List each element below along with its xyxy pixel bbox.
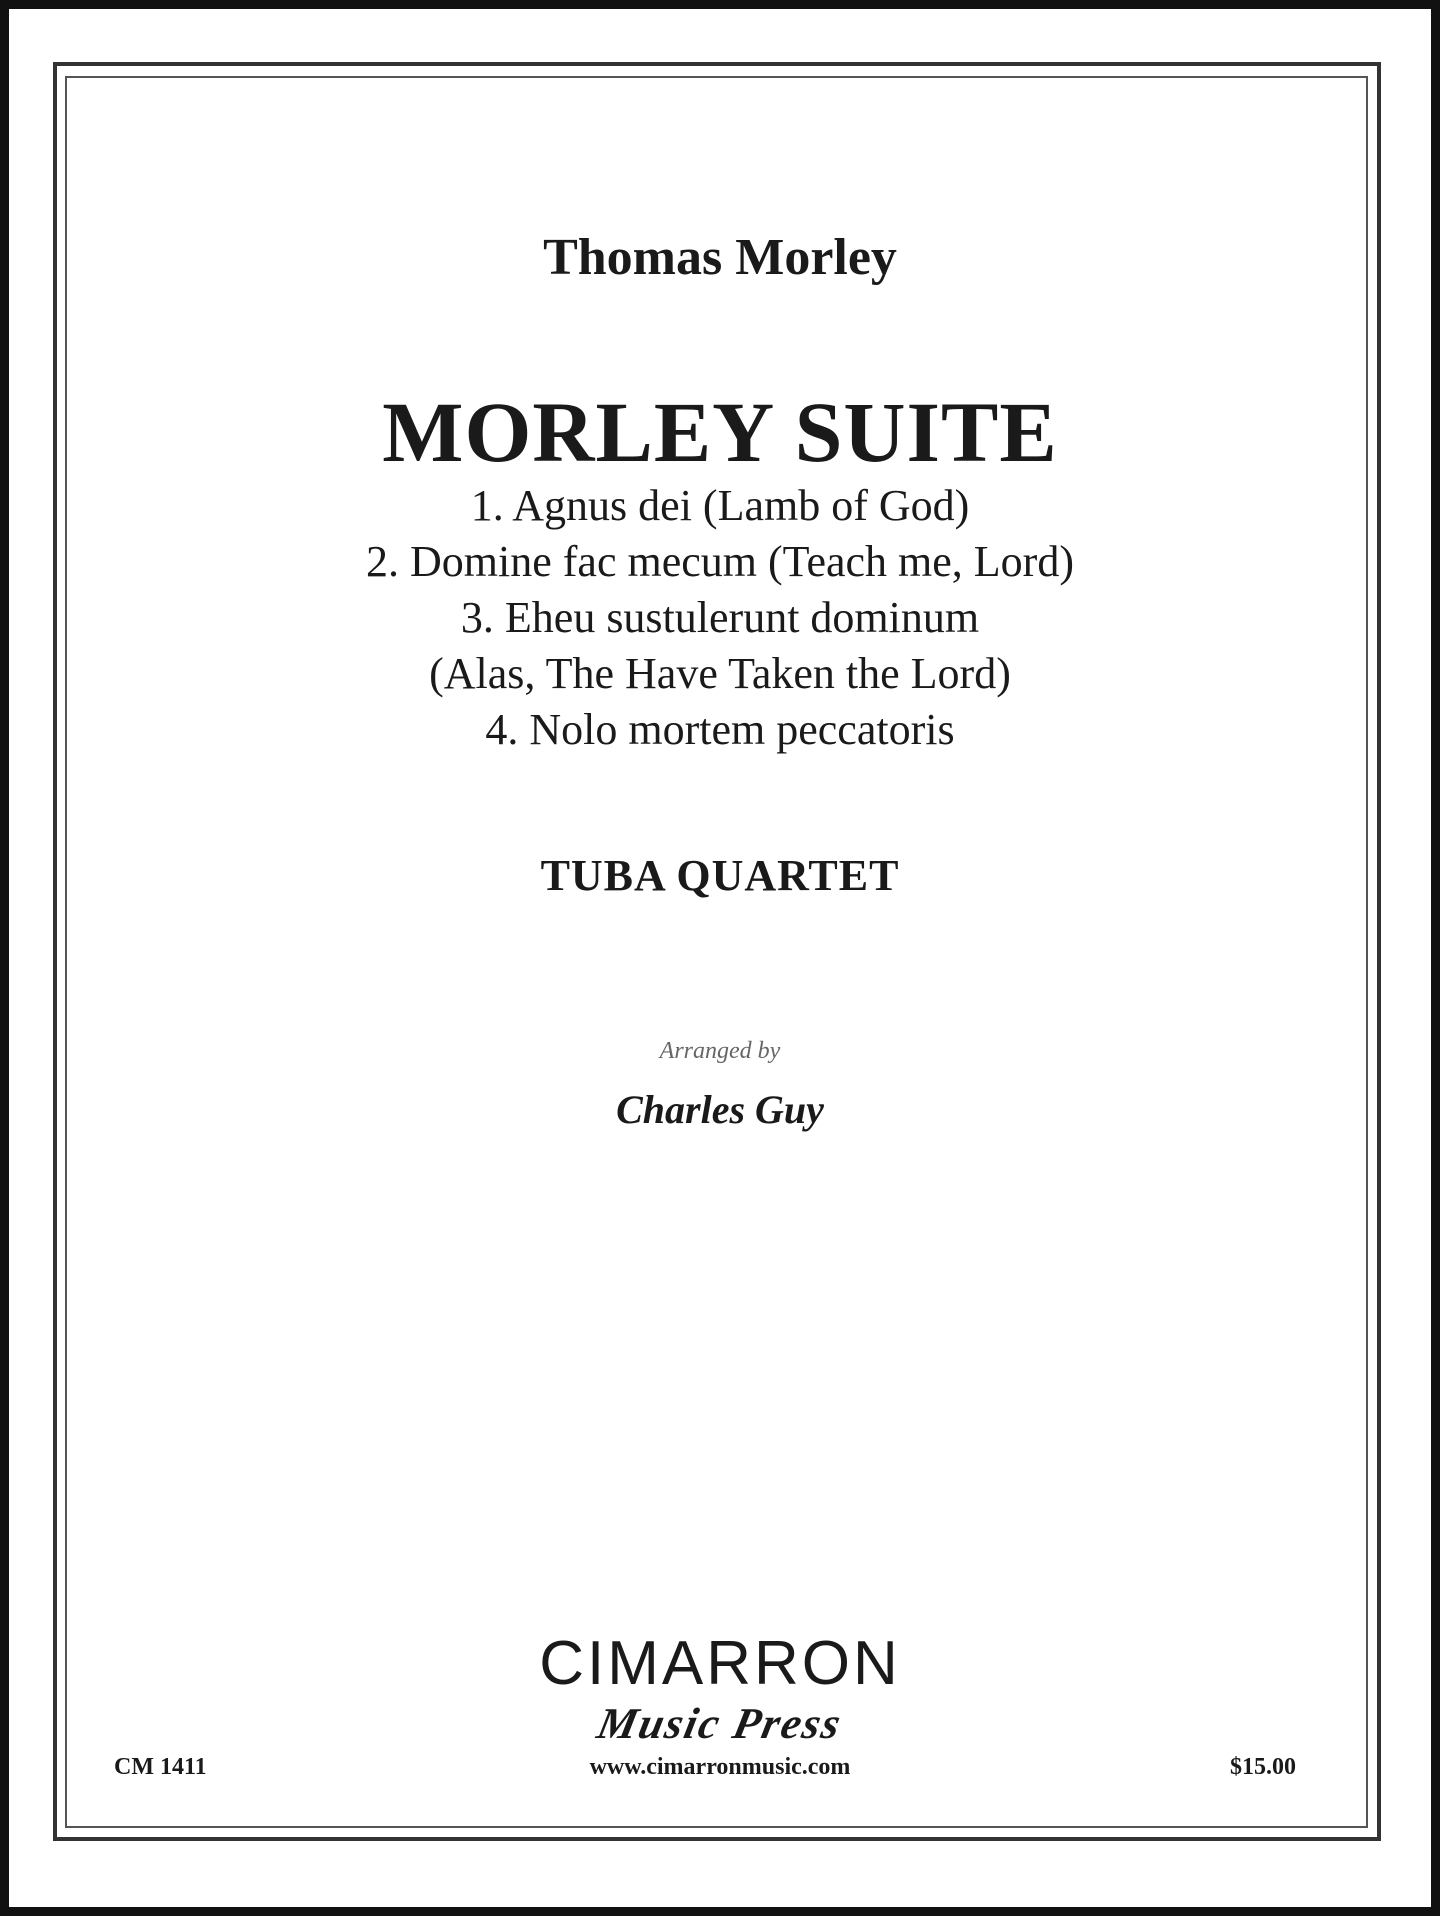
movement-item: 1. Agnus dei (Lamb of God) (470, 481, 970, 530)
movement-item: 2. Domine fac mecum (Teach me, Lord) (366, 537, 1074, 586)
movement-list (0, 478, 1440, 758)
publisher-subtitle: Music Press (593, 1699, 847, 1748)
publisher-name: CIMARRON (539, 1629, 901, 1698)
cover-frame-inner (65, 76, 1368, 1828)
arranged-by-label: Arranged by (659, 1038, 781, 1064)
publisher-logo (0, 1628, 1440, 1699)
composer-name: Thomas Morley (543, 229, 897, 286)
publisher-website: www.cimarronmusic.com (589, 1754, 851, 1780)
price: $15.00 (1230, 1754, 1296, 1780)
movement-item: 3. Eheu sustulerunt dominum (460, 593, 980, 642)
movement-item: 4. Nolo mortem peccatoris (485, 705, 955, 754)
catalog-number: CM 1411 (114, 1754, 207, 1780)
ensemble-label: TUBA QUARTET (540, 851, 900, 900)
arranger-name: Charles Guy (616, 1087, 824, 1132)
suite-title: MORLEY SUITE (382, 384, 1058, 480)
movement-item: (Alas, The Have Taken the Lord) (429, 649, 1011, 698)
